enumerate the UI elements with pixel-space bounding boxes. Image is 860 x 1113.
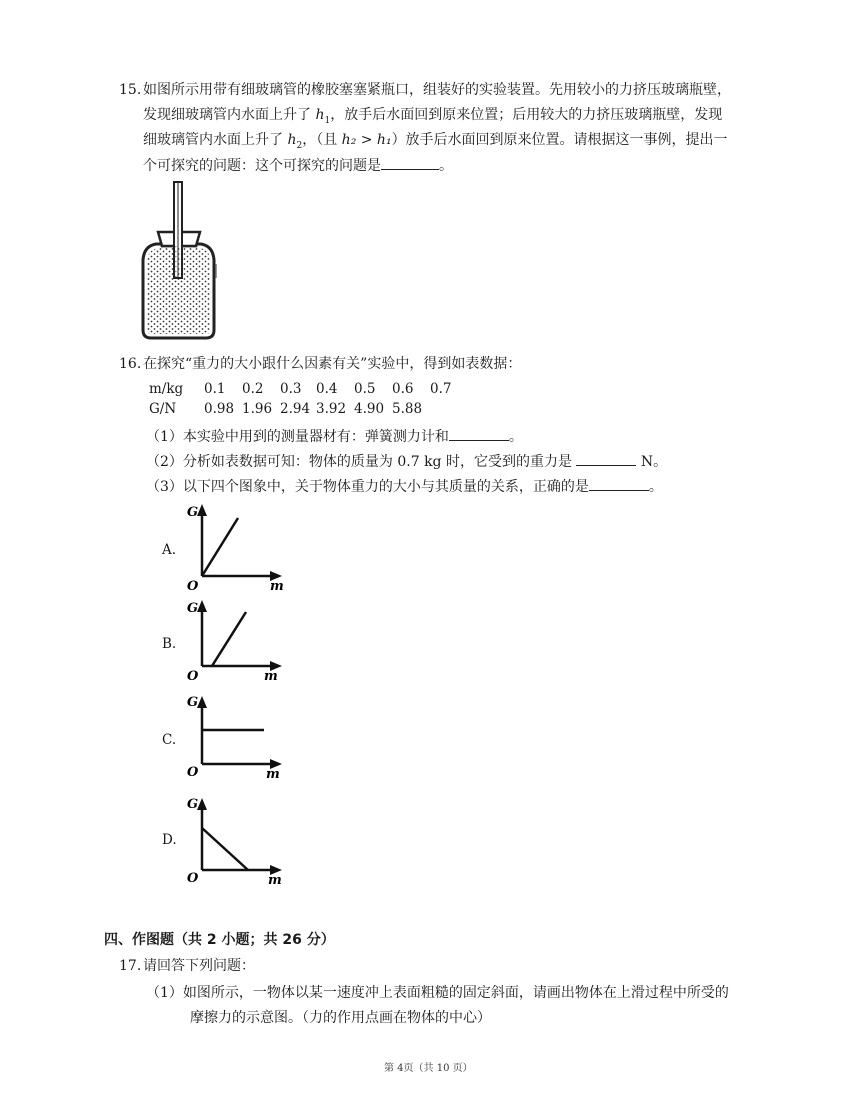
q15-h2-sub: 2 [296,140,303,151]
q16-sub2-end: N。 [636,454,668,470]
option-b-axis-y-label: G [187,601,199,616]
table-row-label-mass: m/kg [149,381,184,397]
option-b-graph-line [212,612,246,666]
table-row [149,399,468,419]
option-a-graph [178,502,288,594]
bottle-apparatus-figure [138,180,222,342]
q16-sub2-text: （2）分析如表数据可知：物体的质量为 0.7 kg 时，它受到的重力是 [146,454,577,470]
option-c-axis-y-label: G [187,695,199,710]
q16-sub3 [146,476,663,498]
table-cell: 0.4 [316,381,338,397]
option-a-y-arrow [197,504,207,516]
q16-sub1-end: 。 [508,429,523,445]
option-a-graph-line [202,518,238,576]
option-b-axis-x-label: m [264,669,278,684]
q15-line4-text: 个可探究的问题：这个可探究的问题是 [143,158,381,174]
option-d-graph-line [202,828,248,870]
q16-number: 16. [119,356,142,372]
table-cell: 1.96 [242,401,273,417]
option-c-axis-x-label: m [266,767,280,782]
q16-data-table [149,379,468,419]
q16-sub3-blank[interactable] [589,476,649,491]
q15-line3c: ）放手后水面回到原来位置。请根据这一事例，提出一 [391,132,728,148]
option-c-label[interactable]: C. [162,732,177,748]
q15-line3b: ，（且 [302,132,342,148]
table-cell [430,399,468,419]
q16-sub1-blank[interactable] [449,426,509,441]
q15-line2 [143,105,722,132]
q15-number: 15. [119,82,142,98]
table-cell: 2.94 [280,401,311,417]
q16-sub1-text: （1）本实验中用到的测量器材有：弹簧测力计和 [146,429,449,445]
q17-sub1-line1: （1）如图所示，一物体以某一速度冲上表面粗糙的固定斜面，请画出物体在上滑过程中所受的 [146,985,729,1001]
option-d-graph [178,792,288,888]
q17-number: 17. [119,958,142,974]
q15-line4 [143,155,453,177]
option-a-label[interactable]: A. [162,542,177,558]
q17-sub1-line2: 摩擦力的示意图。（力的作用点画在物体的中心） [190,1010,491,1026]
q15-line4-end: 。 [439,158,453,174]
option-c-origin-label: O [187,765,199,780]
option-c-y-arrow [197,696,207,708]
table-cell: 0.98 [204,401,235,417]
q15-h1-sub: 1 [324,115,331,126]
table-cell: 0.7 [430,381,452,397]
table-cell: 0.2 [242,381,264,397]
option-d-axis-y-label: G [187,797,199,812]
page-footer: 第 4页（共 10 页） [384,1063,473,1074]
q16-sub1 [146,426,523,448]
q15-line1: 如图所示用带有细玻璃管的橡胶塞塞紧瓶口，组装好的实验装置。先用较小的力挤压玻璃瓶壁， [143,82,731,98]
q15-h2: h [287,132,297,148]
option-b-label[interactable]: B. [162,636,177,652]
q16-sub3-text: （3）以下四个图象中，关于物体重力的大小与其质量的关系，正确的是 [146,479,589,495]
option-d-y-arrow [197,798,207,810]
q15-h1: h [315,107,325,123]
option-d-axis-x-label: m [268,873,282,888]
table-cell: 5.88 [392,401,423,417]
q15-condition: h₂ > h₁ [341,132,392,148]
table-cell: 0.5 [354,381,376,397]
table-cell: 3.92 [316,401,347,417]
option-a-axis-x-label: m [270,579,284,594]
option-b-graph [178,596,288,688]
table-row [149,379,468,399]
q15-line3 [143,130,728,157]
q15-line2a: 发现细玻璃管内水面上升了 [143,107,316,123]
q16-sub2 [146,451,667,473]
option-a-origin-label: O [187,579,199,594]
option-d-origin-label: O [187,871,199,886]
option-d-label[interactable]: D. [162,832,177,848]
table-cell: 0.6 [392,381,414,397]
option-a-axis-y-label: G [187,505,199,520]
q17-intro: 请回答下列问题： [143,958,255,974]
q16-sub2-blank[interactable] [576,451,636,466]
table-row-label-gravity: G/N [149,401,177,417]
section-4-title: 四、作图题（共 2 小题；共 26 分） [104,932,335,948]
table-cell: 0.1 [204,381,226,397]
option-b-y-arrow [197,600,207,612]
option-c-graph [178,690,288,782]
q16-sub3-end: 。 [648,479,663,495]
q16-intro: 在探究“重力的大小跟什么因素有关”实验中，得到如表数据： [143,356,522,372]
q15-answer-blank[interactable] [381,155,439,170]
option-b-origin-label: O [187,669,199,684]
q15-line2b: ，放手后水面回到原来位置；后用较大的力挤压玻璃瓶壁，发现 [330,107,723,123]
q15-line3a: 细玻璃管内水面上升了 [143,132,288,148]
table-cell: 0.3 [280,381,302,397]
table-cell: 4.90 [354,401,385,417]
